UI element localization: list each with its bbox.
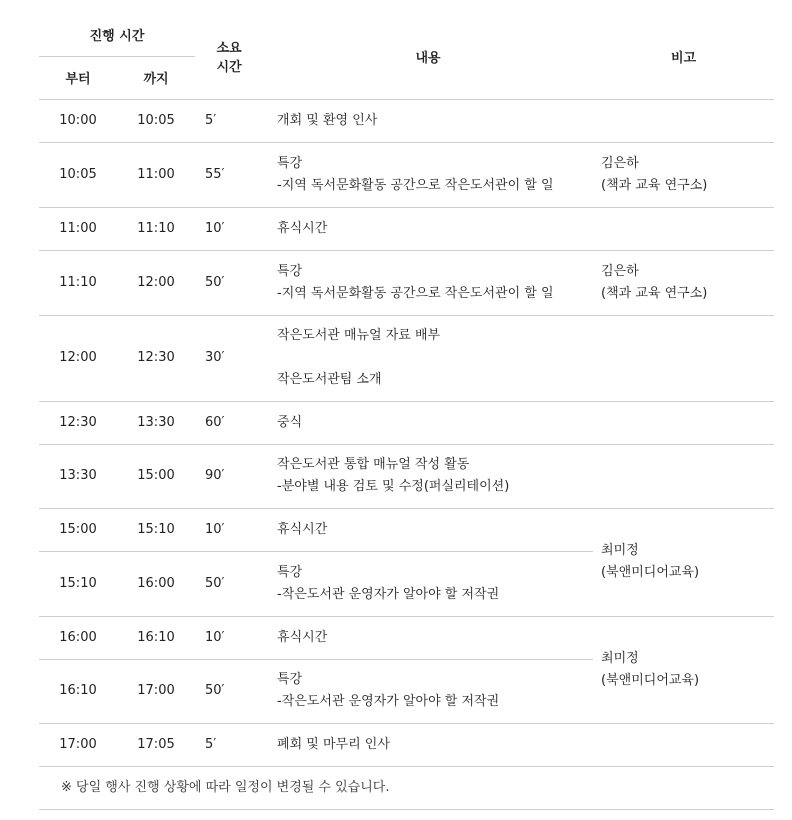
cell-to: 12:30 [117,315,195,401]
header-duration-line2: 시간 [216,60,242,76]
cell-to: 12:00 [117,250,195,315]
table-row [39,315,774,401]
cell-from: 16:10 [39,659,117,723]
cell-to: 15:10 [117,508,195,551]
cell-note [593,401,774,444]
header-duration [195,14,263,99]
cell-note [593,250,774,315]
cell-to: 17:00 [117,659,195,723]
cell-content [263,99,593,142]
cell-content [263,315,593,401]
schedule-table [39,14,774,810]
speaker-name: 최미정 [601,650,639,666]
cell-content [263,401,593,444]
table-row [39,508,774,551]
content-line: -분야별 내용 검토 및 수정(퍼실리테이션) [277,479,510,494]
cell-from: 13:30 [39,444,117,508]
footnote-text: ※ 당일 행사 진행 상황에 따라 일정이 변경될 수 있습니다. [39,766,774,809]
cell-to: 10:05 [117,99,195,142]
content-line: -지역 독서문화활동 공간으로 작은도서관이 할 일 [277,177,554,193]
content-line: 작은도서관 통합 매뉴얼 작성 활동 [277,457,470,472]
cell-duration: 10′ [195,616,263,659]
cell-content [263,551,593,616]
cell-from: 11:00 [39,207,117,250]
cell-duration: 10′ [195,508,263,551]
cell-to: 11:00 [117,142,195,207]
cell-note [593,142,774,207]
speaker-name: 김은하 [601,155,639,171]
cell-to: 17:05 [117,723,195,766]
header-to: 까지 [117,56,195,99]
table-row [39,250,774,315]
cell-duration: 50′ [195,659,263,723]
content-line: 휴식시간 [277,521,328,537]
cell-duration: 5′ [195,723,263,766]
cell-from: 15:00 [39,508,117,551]
content-line: -작은도서관 운영자가 알아야 할 저작권 [277,694,500,709]
table-row [39,99,774,142]
content-line: 작은도서관 매뉴얼 자료 배부 [277,328,441,343]
header-time-group: 진행 시간 [39,14,195,56]
cell-from: 15:10 [39,551,117,616]
cell-content [263,723,593,766]
content-line: 특강 [277,672,303,687]
cell-duration: 30′ [195,315,263,401]
content-gap [277,347,593,369]
table-row [39,723,774,766]
content-line: -작은도서관 운영자가 알아야 할 저작권 [277,586,500,602]
cell-duration: 60′ [195,401,263,444]
cell-note [593,99,774,142]
header-note: 비고 [593,14,774,99]
content-line: 특강 [277,263,303,279]
cell-from: 10:05 [39,142,117,207]
cell-duration: 10′ [195,207,263,250]
speaker-name: 김은하 [601,263,639,279]
header-from: 부터 [39,56,117,99]
table-row [39,616,774,659]
speaker-org: (책과 교육 연구소) [601,285,708,301]
cell-to: 11:10 [117,207,195,250]
cell-duration: 5′ [195,99,263,142]
cell-note [593,315,774,401]
header-content: 내용 [263,14,593,99]
content-line: 폐회 및 마무리 인사 [277,736,390,752]
content-line: 특강 [277,564,303,580]
cell-duration: 50′ [195,250,263,315]
speaker-org: (북앤미디어교육) [601,565,700,580]
cell-note [593,508,774,616]
content-line: 중식 [277,414,303,430]
cell-content [263,659,593,723]
cell-to: 13:30 [117,401,195,444]
table-row [39,401,774,444]
speaker-org: (북앤미디어교육) [601,672,700,688]
content-line: 휴식시간 [277,220,328,236]
cell-to: 16:10 [117,616,195,659]
cell-duration: 55′ [195,142,263,207]
speaker-name: 최미정 [601,543,639,558]
cell-to: 15:00 [117,444,195,508]
content-line: 개회 및 환영 인사 [277,112,378,128]
cell-from: 10:00 [39,99,117,142]
table-row [39,207,774,250]
content-line: 특강 [277,155,303,171]
table-row [39,444,774,508]
cell-from: 17:00 [39,723,117,766]
speaker-org: (책과 교육 연구소) [601,177,708,193]
cell-from: 12:00 [39,315,117,401]
cell-note [593,207,774,250]
cell-note [593,616,774,723]
content-line: 휴식시간 [277,629,328,645]
cell-from: 11:10 [39,250,117,315]
cell-content [263,250,593,315]
cell-content [263,142,593,207]
content-line: -지역 독서문화활동 공간으로 작은도서관이 할 일 [277,285,554,301]
cell-to: 16:00 [117,551,195,616]
cell-duration: 50′ [195,551,263,616]
cell-content [263,444,593,508]
cell-duration: 90′ [195,444,263,508]
cell-note [593,723,774,766]
cell-from: 16:00 [39,616,117,659]
table-row [39,142,774,207]
cell-note [593,444,774,508]
cell-content [263,207,593,250]
cell-content [263,616,593,659]
cell-content [263,508,593,551]
header-duration-line1: 소요 [216,41,242,57]
footnote-row [39,766,774,809]
cell-from: 12:30 [39,401,117,444]
content-line: 작은도서관팀 소개 [277,372,382,387]
